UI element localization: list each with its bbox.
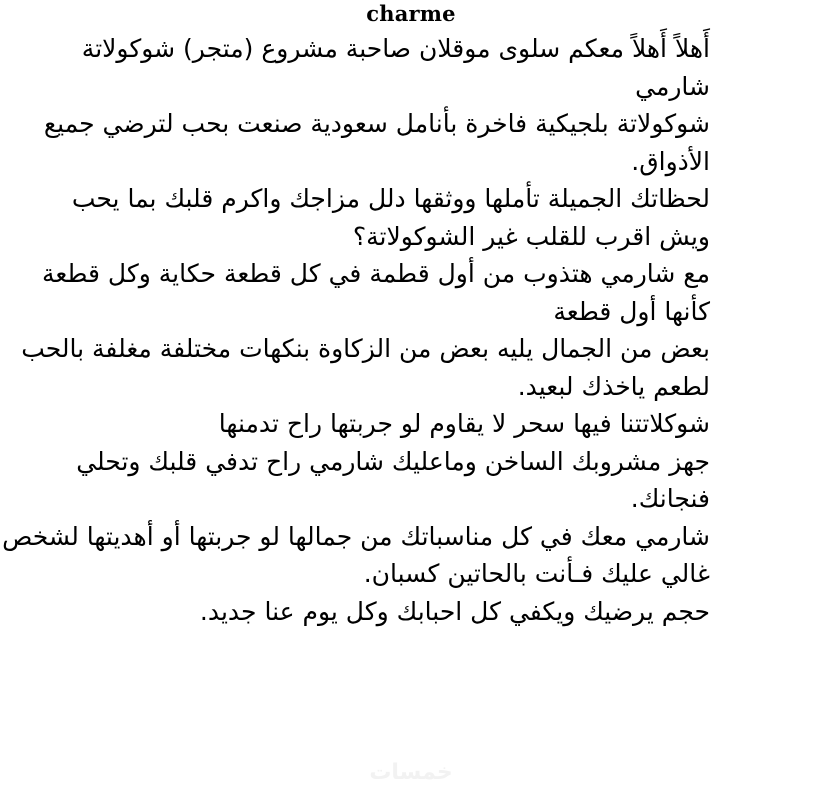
paragraph-intro: أَهلاً أَهلاً معكم سلوى موقلان صاحبة مشروع (متجر) شوكولاتة شارمي	[81, 34, 710, 101]
paragraph-magic: شوكلاتتنا فيها سحر لا يقاوم لو جربتها راح تدمنها	[218, 409, 710, 438]
paragraph-origin: شوكولاتة بلجيكية فاخرة بأنامل سعودية صنعت بحب لترضي جميع الأذواق.	[43, 109, 710, 176]
watermark: خمسات	[369, 760, 453, 785]
paragraph-flavors: بعض من الجمال يليه بعض من الزكاوة بنكهات مختلفة مغلفة بالحب لطعم ياخذك لبعيد.	[21, 334, 710, 401]
paragraph-hotdrink: جهز مشروبك الساخن وماعليك شارمي راح تدفي قلبك وتحلي فنجانك.	[76, 446, 710, 513]
paragraph-closing: حجم يرضيك ويكفي كل احبابك وكل يوم عنا جديد.	[199, 596, 710, 626]
paragraph-question: ويش اقرب للقلب غير الشوكولاتة؟	[352, 221, 710, 251]
paragraph-occasions: شارمي معك في كل مناسباتك من جمالها لو جربتها أو أهديتها لشخص غالي عليك فـأنت بالحاتين كسبان.	[2, 521, 710, 588]
page-title: charme	[366, 1, 456, 26]
paragraph-moments: لحظاتك الجميلة تأملها ووثقها دلل مزاجك واكرم قلبك بما يحب	[71, 184, 710, 213]
paragraph-melt: مع شارمي هتذوب من أول قطمة في كل قطعة حكاية وكل قطعة كأنها أول قطعة	[42, 259, 710, 326]
body-copy	[0, 30, 822, 630]
